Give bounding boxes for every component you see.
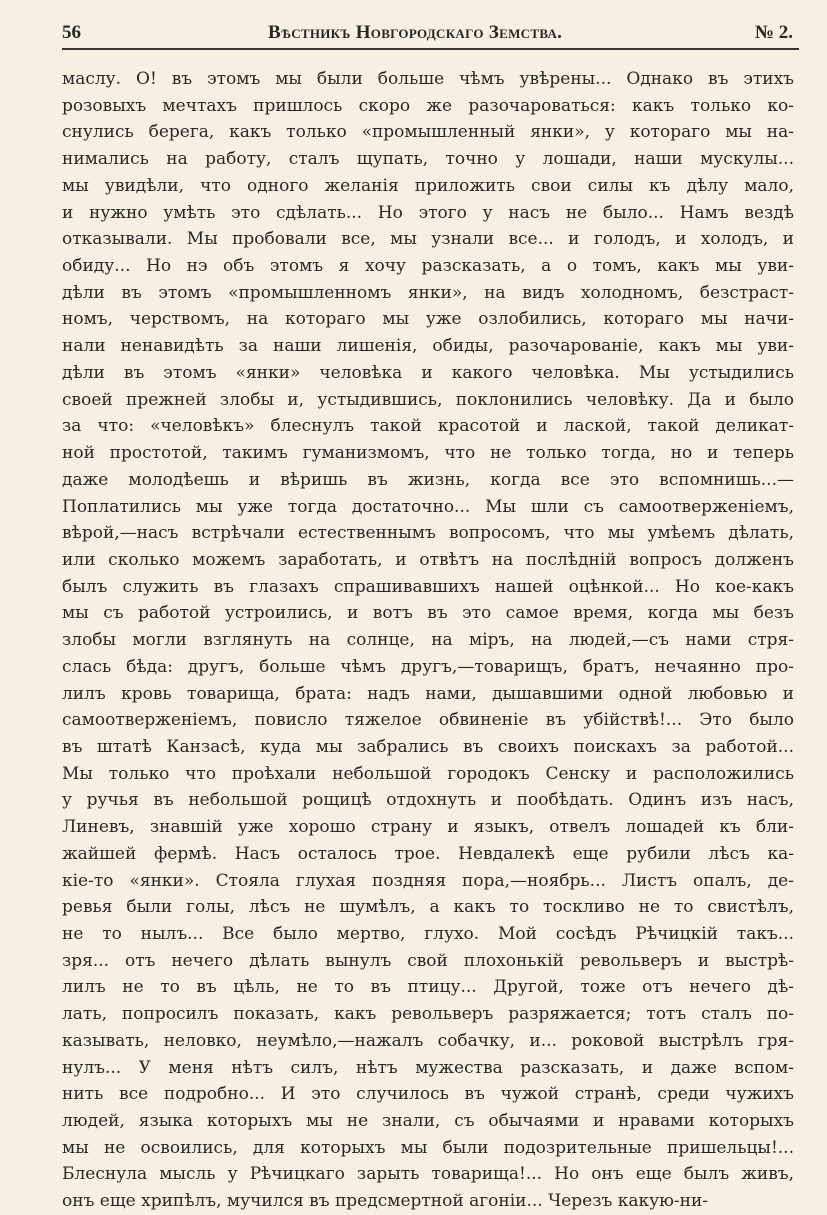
text-line: своей прежней злобы и, устыдившись, поклонились человѣку. Да и было xyxy=(62,389,794,410)
text-line: у ручья въ небольшой рощицѣ отдохнуть и пообѣдать. Одинъ изъ насъ, xyxy=(62,790,794,811)
text-line: лать, попросилъ показать, какъ револьверъ разряжается; тотъ сталъ по- xyxy=(62,1004,794,1025)
text-line: нали ненавидѣть за наши лишенія, обиды, разочарованіе, какъ мы уви- xyxy=(62,336,794,357)
text-line: казывать, неловко, неумѣло,—нажалъ собачку, и... роковой выстрѣлъ гря- xyxy=(62,1030,794,1051)
text-line: Поплатились мы уже тогда достаточно... Мы шли съ самоотверженіемъ, xyxy=(62,496,794,517)
text-line: или сколько можемъ заработать, и отвѣтъ на послѣдній вопросъ долженъ xyxy=(62,549,794,570)
text-line: Мы только что проѣхали небольшой городокъ Сенску и расположились xyxy=(62,763,794,784)
text-line: за что: «человѣкъ» блеснулъ такой красотой и лаской, такой деликат- xyxy=(62,416,794,437)
text-line: ной простотой, такимъ гуманизмомъ, что не только тогда, но и теперь xyxy=(62,443,794,464)
text-line: снулись берега, какъ только «промышленный янки», у котораго мы на- xyxy=(62,122,794,143)
text-line: мы съ работой устроились, и вотъ въ это самое время, когда мы безъ xyxy=(62,603,794,624)
text-line: жайшей фермѣ. Насъ осталось трое. Невдалекѣ еще рубили лѣсъ ка- xyxy=(62,843,794,864)
text-line: злобы могли взглянуть на солнце, на міръ, на людей,—съ нами стря- xyxy=(62,630,794,651)
text-line: людей, языка которыхъ мы не знали, съ обычаями и нравами которыхъ xyxy=(62,1111,794,1132)
text-line: нить все подробно... И это случилось въ чужой странѣ, среди чужихъ xyxy=(62,1084,794,1105)
text-line: розовыхъ мечтахъ пришлось скоро же разочароваться: какъ только ко- xyxy=(62,95,794,116)
text-line: Блеснула мысль у Рѣчицкаго зарыть товарища!... Но онъ еще былъ живъ, xyxy=(62,1164,794,1185)
text-line: въ штатѣ Канзасѣ, куда мы забрались въ своихъ поискахъ за работой... xyxy=(62,736,794,757)
text-line: кіе-то «янки». Стояла глухая поздняя пора,—ноябрь... Листъ опалъ, де- xyxy=(62,870,794,891)
text-line: самоотверженіемъ, повисло тяжелое обвиненіе въ убійствѣ!... Это было xyxy=(62,710,794,731)
text-line: дѣли въ этомъ «промышленномъ янки», на видъ холодномъ, безстраст- xyxy=(62,282,794,303)
text-line: лилъ не то въ цѣль, не то въ птицу... Другой, тоже отъ нечего дѣ- xyxy=(62,977,794,998)
text-line: вѣрой,—насъ встрѣчали естественнымъ вопросомъ, что мы умѣемъ дѣлать, xyxy=(62,523,794,544)
body-text xyxy=(62,66,794,1215)
text-line: слась бѣда: другъ, больше чѣмъ другъ,—товарищъ, братъ, нечаянно про- xyxy=(62,656,794,677)
text-line: мы увидѣли, что одного желанія приложить свои силы къ дѣлу мало, xyxy=(62,175,794,196)
page-number: 56 xyxy=(62,22,81,43)
text-line: онъ еще хрипѣлъ, мучился въ предсмертной агоніи... Черезъ какую-ни- xyxy=(62,1191,709,1212)
running-header xyxy=(62,18,799,50)
text-line: мы не освоились, для которыхъ мы были подозрительные пришельцы!... xyxy=(62,1137,794,1158)
text-line: нимались на работу, сталъ щупать, точно у лошади, наши мускулы... xyxy=(62,149,794,170)
text-line: даже молодѣешь и вѣришь въ жизнь, когда все это вспомнишь...— xyxy=(62,469,794,490)
running-title: Вѣстникъ Новгородскаго Земства. xyxy=(268,22,563,43)
issue-number: № 2. xyxy=(754,22,793,43)
text-line: маслу. О! въ этомъ мы были больше чѣмъ увѣрены... Однако въ этихъ xyxy=(62,69,794,89)
text-line: обиду... Но нэ объ этомъ я хочу разсказать, а о томъ, какъ мы уви- xyxy=(62,256,794,277)
text-line: отказывали. Мы пробовали все, мы узнали все... и голодъ, и холодъ, и xyxy=(62,229,794,250)
text-line: Линевъ, знавшій уже хорошо страну и языкъ, отвелъ лошадей къ бли- xyxy=(62,817,794,838)
text-line: номъ, черствомъ, на котораго мы уже озлобились, котораго мы начи- xyxy=(62,309,794,330)
text-line: и нужно умѣть это сдѣлать... Но этого у насъ не было... Намъ вездѣ xyxy=(62,202,794,223)
text-line: нулъ... У меня нѣтъ силъ, нѣтъ мужества разсказать, и даже вспом- xyxy=(62,1057,794,1078)
text-line: не то нылъ... Все было мертво, глухо. Мой сосѣдъ Рѣчицкій такъ... xyxy=(62,924,794,944)
text-line: зря... отъ нечего дѣлать вынулъ свой плохонькій револьверъ и выстрѣ- xyxy=(62,950,794,971)
text-line: ревья были голы, лѣсъ не шумѣлъ, а какъ то тоскливо не то свистѣлъ, xyxy=(62,897,794,918)
text-line: дѣли въ этомъ «янки» человѣка и какого человѣка. Мы устыдились xyxy=(62,362,794,383)
text-line: былъ служить въ глазахъ спрашивавшихъ нашей оцѣнкой... Но кое-какъ xyxy=(62,576,794,597)
text-line: лилъ кровь товарища, брата: надъ нами, дышавшими одной любовью и xyxy=(62,683,794,704)
